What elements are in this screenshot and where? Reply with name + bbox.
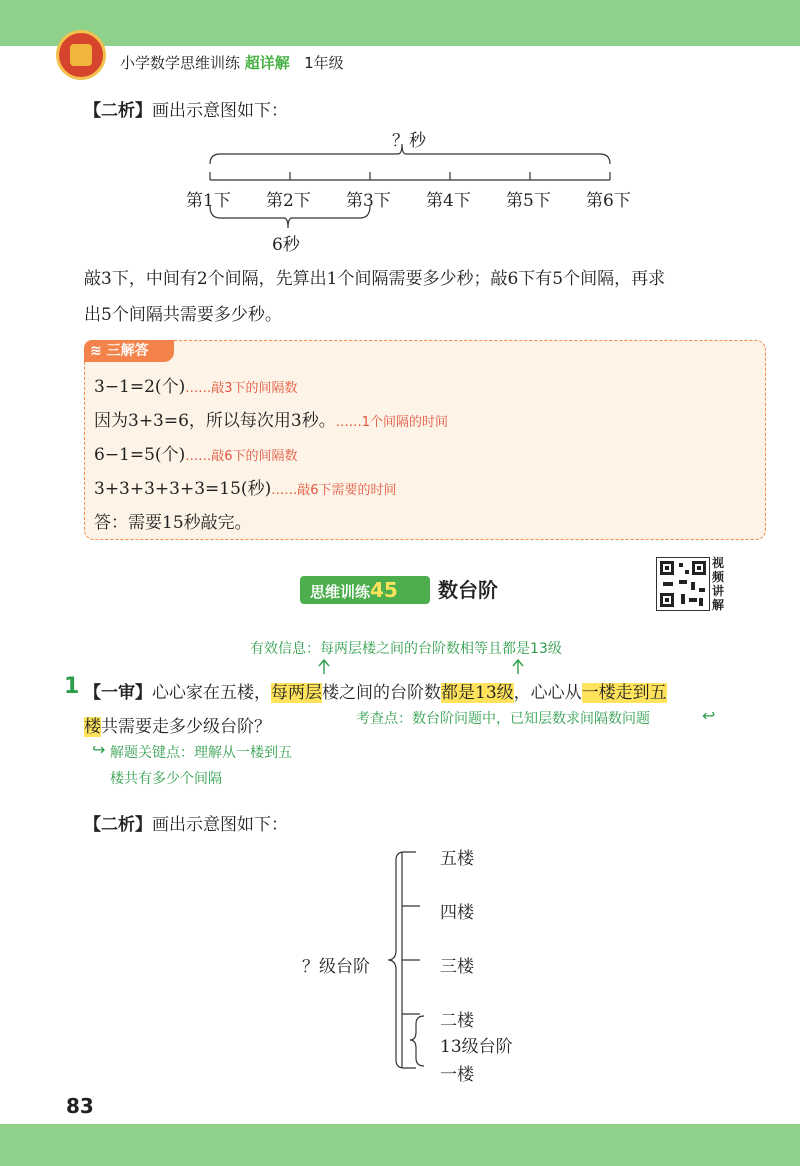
floor-label: 五楼 xyxy=(440,849,474,869)
qr-code-icon[interactable] xyxy=(656,557,710,611)
key-note-line-1: 解题关键点：理解从一楼到五 xyxy=(110,745,292,761)
solution-line: 因为3+3=6，所以每次用3秒。……1个间隔的时间 xyxy=(94,411,449,431)
tick-label: 第3下 xyxy=(346,191,391,211)
solution-line: 3−1=2(个)……敲3下的间隔数 xyxy=(94,377,298,397)
page-number: 83 xyxy=(66,1094,94,1118)
tick-label: 第2下 xyxy=(266,191,311,211)
total-label: ？秒 xyxy=(392,131,426,151)
return-arrow-icon: ↪ xyxy=(92,740,106,759)
tick-label: 第6下 xyxy=(586,191,631,211)
exam-note: 考查点：数台阶问题中，已知层数求间隔数问题 xyxy=(356,711,650,727)
floor-label: 一楼 xyxy=(440,1065,474,1085)
floor-diagram xyxy=(380,840,440,1080)
solution-answer: 答：需要15秒敲完。 xyxy=(94,513,252,533)
step-label: 13级台阶 xyxy=(440,1037,513,1057)
solution-line: 3+3+3+3+3=15(秒)……敲6下需要的时间 xyxy=(94,479,397,499)
section-title: 数台阶 xyxy=(438,578,498,602)
analysis-heading-2: 【二析】画出示意图如下： xyxy=(84,815,288,835)
tick-label: 第4下 xyxy=(426,191,471,211)
floor-label: 四楼 xyxy=(440,903,474,923)
solution-tag: ≋ 三解答 xyxy=(84,340,174,362)
return-arrow-icon: ↩ xyxy=(702,706,716,725)
explain-line-2: 出5个间隔共需要多少秒。 xyxy=(84,305,282,325)
header-band xyxy=(0,0,800,46)
problem-number: 1 xyxy=(64,674,80,699)
explain-line-1: 敲3下，中间有2个间隔，先算出1个间隔需要多少秒；敲6下有5个间隔，再求 xyxy=(84,269,666,289)
problem-line-2: 楼共需要走多少级台阶？ xyxy=(84,717,271,737)
note-arrows xyxy=(300,656,540,680)
book-logo-icon xyxy=(70,44,92,66)
header-title: 小学数学思维训练 超详解 1年级 xyxy=(120,54,344,72)
tick-label: 第5下 xyxy=(506,191,551,211)
step-brace xyxy=(410,1016,424,1066)
sub-label: 6秒 xyxy=(272,235,300,255)
section-banner: 思维训练45 xyxy=(300,576,430,604)
floor-label: 三楼 xyxy=(440,957,474,977)
total-steps-label: ？级台阶 xyxy=(302,957,370,977)
info-note: 有效信息：每两层楼之间的台阶数相等且都是13级 xyxy=(250,641,562,657)
footer-band xyxy=(0,1124,800,1166)
problem-line-1: 【一审】心心家在五楼，每两层楼之间的台阶数都是13级，心心从一楼走到五 xyxy=(84,683,667,703)
tick-label: 第1下 xyxy=(186,191,231,211)
analysis-heading-1: 【二析】画出示意图如下： xyxy=(84,101,288,121)
floor-label: 二楼 xyxy=(440,1011,474,1031)
qr-caption: 视频讲解 xyxy=(712,556,725,612)
solution-line: 6−1=5(个)……敲6下的间隔数 xyxy=(94,445,298,465)
key-note-line-2: 楼共有多少个间隔 xyxy=(110,771,222,787)
